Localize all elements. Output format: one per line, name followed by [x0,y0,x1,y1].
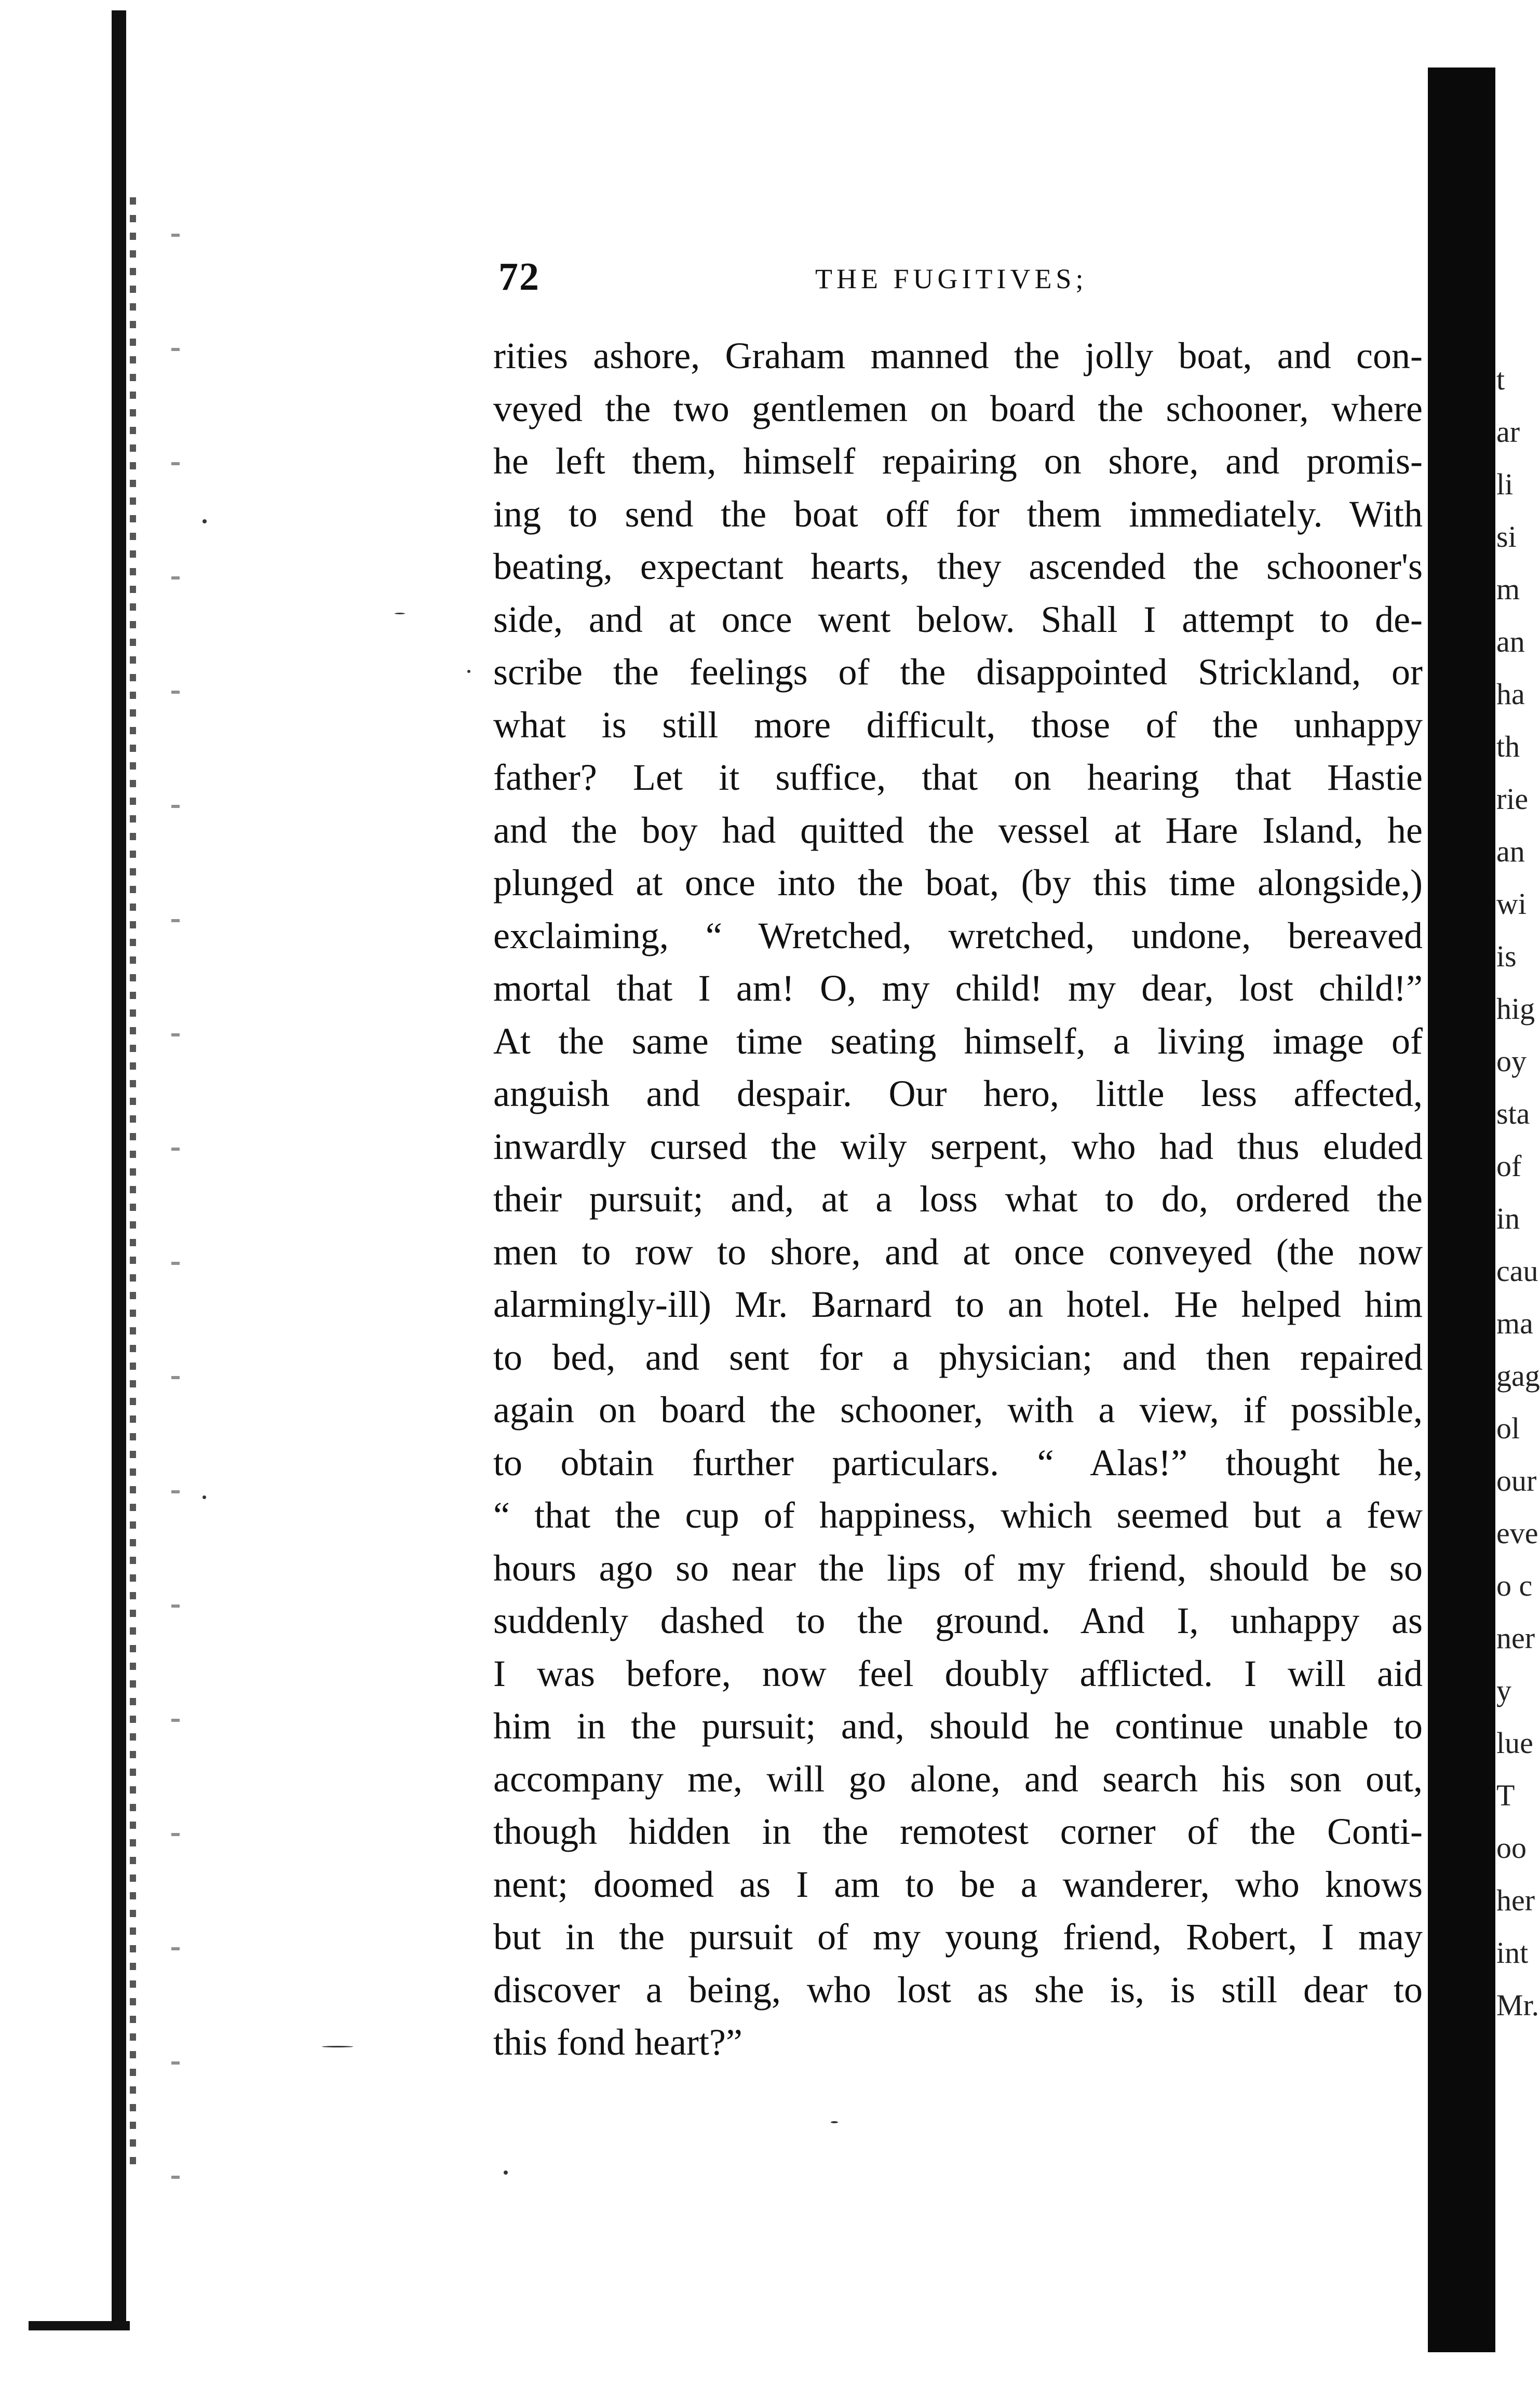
page-number: 72 [498,255,540,299]
text-line: alarmingly-ill) Mr. Barnard to an hotel. He helped him [493,1284,1423,1325]
bleed-fragment: wi [1496,887,1527,921]
text-line: exclaiming, “ Wretched, wretched, undone, bereaved [493,914,1423,956]
bleed-fragment: int [1496,1936,1529,1970]
bleed-fragment: cau [1496,1254,1538,1288]
bleed-fragment: an [1496,625,1525,658]
bleed-fragment: oy [1496,1044,1527,1078]
text-line: side, and at once went below. Shall I attempt to de- [493,598,1423,640]
text-line: but in the pursuit of my young friend, Robert, I may [493,1916,1423,1958]
running-title: THE FUGITIVES; [815,263,1088,294]
text-line: though hidden in the remotest corner of the Conti- [493,1811,1423,1852]
bleed-fragment: rie [1496,782,1529,816]
text-line: to bed, and sent for a physician; and then repaired [493,1336,1423,1378]
text-line: men to row to shore, and at once conveyed (the now [493,1231,1423,1273]
text-line: hours ago so near the lips of my friend, should be so [493,1547,1423,1589]
bleed-fragment: t [1496,362,1505,396]
text-line: rities ashore, Graham manned the jolly boat, and con- [493,335,1423,376]
text-line: I was before, now feel doubly afflicted. I will aid [493,1652,1423,1694]
text-line: ing to send the boat off for them immediately. With [493,493,1423,535]
bleed-fragment: oo [1496,1831,1527,1865]
scan-binding-texture [130,197,136,2170]
bleed-fragment: T [1496,1778,1515,1812]
text-line: anguish and despair. Our hero, little less affected, [493,1073,1423,1114]
bleed-fragment: an [1496,834,1525,868]
text-line: accompany me, will go alone, and search his son out, [493,1758,1423,1800]
text-line: scribe the feelings of the disappointed Strickland, or [493,651,1423,693]
text-line: this fond heart?” [493,2021,742,2063]
speck [395,613,405,614]
bleed-fragment: ar [1496,415,1520,449]
bleed-fragment: of [1496,1149,1522,1183]
speck [504,2170,508,2175]
bleed-fragment: ma [1496,1306,1533,1340]
text-line: discover a being, who lost as she is, is still dear to [493,1968,1423,2011]
bleed-fragment: hig [1496,992,1535,1026]
speck [831,2121,838,2123]
bleed-fragment: gag [1496,1359,1540,1393]
bleed-fragment: y [1496,1674,1511,1707]
scan-binding-shadow [112,10,126,2326]
speck [322,2046,353,2047]
bleed-fragment: si [1496,520,1517,554]
scan-margin-specks [171,234,180,2207]
bleed-fragment: her [1496,1883,1535,1917]
bleed-fragment: ner [1496,1621,1535,1655]
bleed-fragment: o c [1496,1569,1533,1602]
text-line: At the same time seating himself, a living image of [493,1020,1423,1062]
text-line: he left them, himself repairing on shore, and promis- [493,440,1423,482]
text-line: him in the pursuit; and, should he continue unable to [493,1705,1423,1747]
bleed-fragment: m [1496,572,1520,606]
text-line: nent; doomed as I am to be a wanderer, who knows [493,1863,1423,1905]
bleed-fragment: in [1496,1202,1520,1235]
bleed-fragment: ha [1496,677,1525,711]
text-line: veyed the two gentlemen on board the schooner, where [493,387,1423,429]
text-line: their pursuit; and, at a loss what to do, ordered the [493,1178,1423,1220]
running-header [498,254,1433,301]
bleed-fragment: lue [1496,1726,1533,1760]
text-line: “ that the cup of happiness, which seemed but a few [493,1494,1423,1536]
text-line: suddenly dashed to the ground. And I, unhappy as [493,1600,1423,1641]
text-line: and the boy had quitted the vessel at Hare Island, he [493,809,1423,851]
bleed-fragment: our [1496,1464,1537,1498]
text-line: plunged at once into the boat, (by this time alongside,) [493,862,1423,904]
text-line: father? Let it suffice, that on hearing that Hastie [493,757,1423,798]
bleed-fragment: sta [1496,1097,1530,1130]
bleed-fragment: ol [1496,1411,1520,1445]
bleed-fragment: li [1496,467,1514,501]
text-line: inwardly cursed the wily serpent, who had thus eluded [493,1125,1423,1167]
bleed-fragment: eve [1496,1516,1538,1550]
text-line: beating, expectant hearts, they ascended the schooner's [493,546,1423,587]
facing-page-gutter [1428,68,1495,2352]
facing-page-bleed [1496,353,1540,2067]
speck [467,670,470,673]
text-line: to obtain further particulars. “ Alas!” thought he, [493,1441,1423,1484]
scan-bottom-mark [29,2321,130,2330]
text-line: what is still more difficult, those of the unhappy [493,704,1423,746]
bleed-fragment: th [1496,730,1520,763]
text-line: again on board the schooner, with a view, if possible, [493,1389,1423,1431]
bleed-fragment: is [1496,939,1517,973]
bleed-fragment: Mr. [1496,1988,1539,2022]
speck [202,519,207,523]
speck [202,1495,206,1499]
text-line: mortal that I am! O, my child! my dear, lost child!” [493,967,1423,1009]
body-text [493,330,1423,2069]
